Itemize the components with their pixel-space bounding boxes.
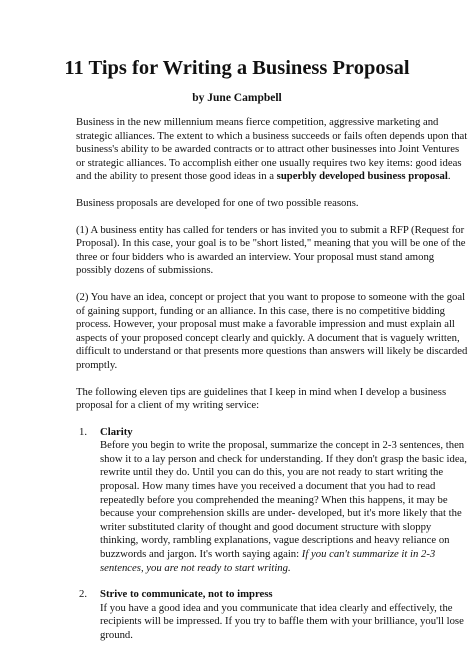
reason-1-paragraph: (1) A business entity has called for tenders or has invited you to submit a RFP (Request for Proposal). In this case, your goal is to be "short listed," meaning that you will be one of the three or four bidders who is awarded an interview. Your proposal must stand among possibly dozens of submissions. bbox=[76, 223, 466, 277]
tip-number: 1. bbox=[79, 425, 88, 438]
intro-text: Business in the new millennium means fierce competition, aggressive marketing and strategic alliances. The extent to which a business succeeds or fails often depends upon that business's ability to be awarded contracts or to attract other businesses into Joint Ventures or strategic alliances. To accomplish either one usually requires two key items: good ideas and the ability to present those good ideas in a bbox=[76, 116, 468, 183]
tip-heading: Clarity bbox=[100, 425, 133, 438]
tip-italic-text: If you can't summarize it in 2-3 sentences, you are not ready to start writing. bbox=[100, 548, 436, 574]
intro-bold-text: superbly developed business proposal bbox=[276, 170, 448, 183]
tip-body-text: If you have a good idea and you communicate that idea clearly and effectively, the recipients will be impressed. If you try to baffle them with your brilliance, you'll lose ground. bbox=[100, 601, 464, 641]
tip-number: 2. bbox=[79, 588, 88, 601]
intro-text-end: . bbox=[447, 170, 451, 183]
tip-body-text: Before you begin to write the proposal, summarize the concept in 2-3 sentences, then show it to a lay person and check for understanding. If they don't grasp the basic idea, rewrite until they do. Until you can do this, you are not ready to start writing the proposal. How many times have you received a document that you had to read repeatedly before you comprehended the meaning? When this happens, it may be because your comprehension skills are under- developed, but it's more likely that the writer substituted clarity of thought and good document structure with sloppy thinking, wordy, rambling explanations, vague descriptions and heavy reliance on buzzwords and jargon. It's worth saying again: bbox=[100, 439, 467, 561]
tip-body bbox=[100, 602, 470, 643]
document-body bbox=[76, 116, 470, 656]
reason-2-paragraph: (2) You have an idea, concept or project that you want to propose to someone with the goal of gaining support, funding or an alliance. In this case, there is no competitive bidding process. However, your proposal must make a favorable impression and must explain all aspects of your proposed concept clearly and quickly. A document that is vaguely written, difficult to understand or that presents more questions than answers will likely be discarded promptly. bbox=[76, 290, 468, 371]
guidelines-paragraph: The following eleven tips are guidelines that I keep in mind when I develop a business proposal for a client of my writing service: bbox=[76, 385, 447, 412]
document-title: 11 Tips for Writing a Business Proposal bbox=[64, 57, 410, 79]
intro-paragraph bbox=[76, 116, 470, 184]
list-item bbox=[76, 588, 470, 642]
tip-heading: Strive to communicate, not to impress bbox=[100, 588, 273, 601]
list-item bbox=[76, 426, 470, 576]
tips-list bbox=[76, 426, 470, 643]
document-author: by June Campbell bbox=[192, 92, 282, 104]
tip-body bbox=[100, 439, 470, 575]
reasons-paragraph: Business proposals are developed for one of two possible reasons. bbox=[76, 196, 359, 209]
